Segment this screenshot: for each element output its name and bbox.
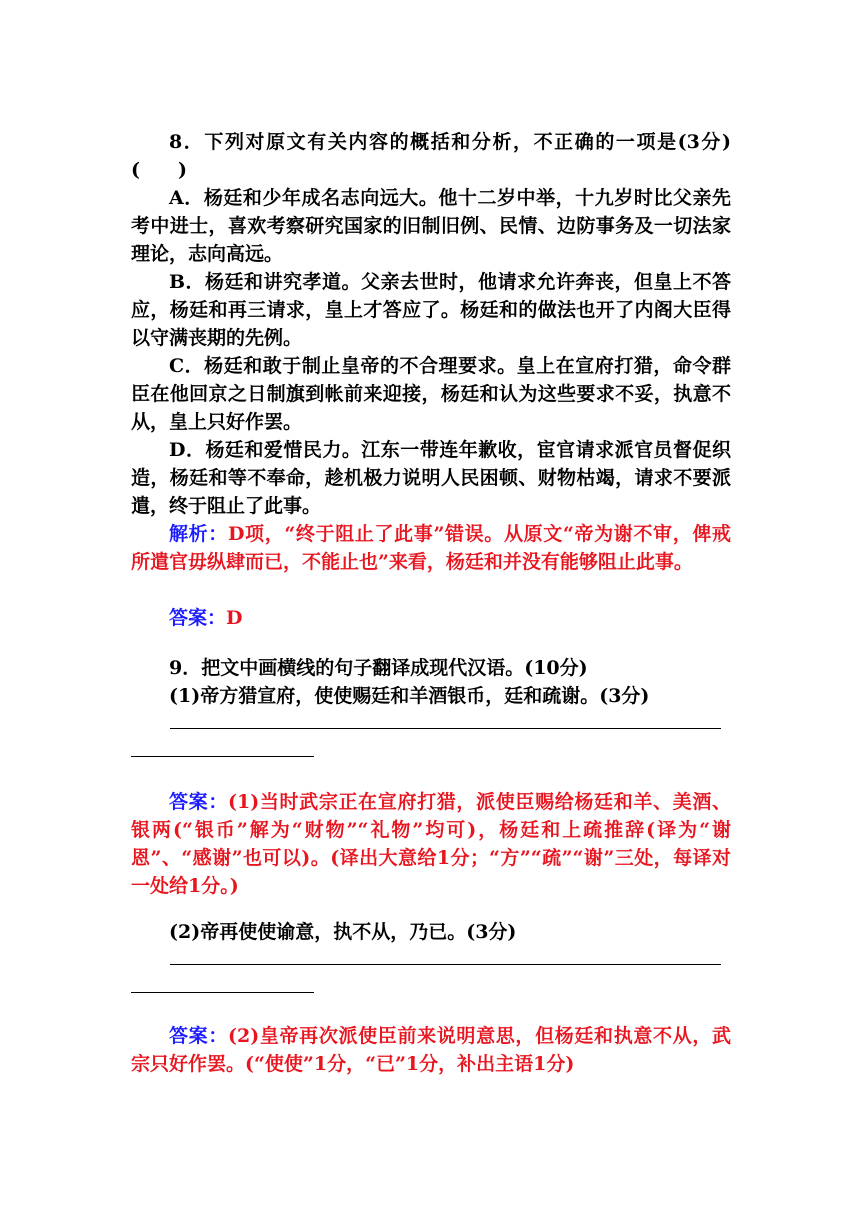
analysis-text: D项，“终于阻止了此事”错误。从原文“帝为谢不审，俾戒所遣官毋纵肆而已，不能止也”来看，杨廷和并没有能够阻止此事。 [131,523,731,573]
subquestion-1: (1)帝方猎宣府，使使赐廷和羊酒银币，廷和疏谢。(3分) [169,685,650,707]
answer-line-1b [131,756,314,757]
answer-9-2 [131,1022,731,1078]
answer-9-1-text: (1)当时武宗正在宣府打猎，派使臣赐给杨廷和羊、美酒、银两(“银币”解为“财物”“礼物”均可)，杨廷和上疏推辞(译为“谢恩”、“感谢”也可以)。(译出大意给1分；“方”“疏”“谢”三处，每译对一处给1分。) [131,791,731,897]
option-c: C．杨廷和敢于制止皇帝的不合理要求。皇上在宣府打猎，命令群臣在他回京之日制旗到帐前来迎接，杨廷和认为这些要求不妥，执意不从，皇上只好作罢。 [131,355,731,433]
option-a: A．杨廷和少年成名志向远大。他十二岁中举，十九岁时比父亲先考中进士，喜欢考察研究国家的旧制旧例、民情、边防事务及一切法家理论，志向高远。 [131,187,731,265]
answer-9-1 [131,788,731,900]
answer-8 [131,604,731,632]
option-d: D．杨廷和爱惜民力。江东一带连年歉收，宦官请求派官员督促织造，杨廷和等不奉命，趁机极力说明人民困顿、财物枯竭，请求不要派遣，终于阻止了此事。 [131,439,731,517]
answer-line-1 [170,728,721,729]
answer-9-1-label: 答案： [169,791,228,813]
analysis [131,520,731,576]
subquestion-2: (2)帝再使使谕意，执不从，乃已。(3分) [169,921,517,943]
answer-9-2-text: (2)皇帝再次派使臣前来说明意思，但杨廷和执意不从，武宗只好作罢。(“使使”1分，“已”1分，补出主语1分) [131,1025,731,1075]
answer-8-text: D [226,607,243,629]
option-b: B．杨廷和讲究孝道。父亲去世时，他请求允许奔丧，但皇上不答应，杨廷和再三请求，皇上才答应了。杨廷和的做法也开了内阁大臣得以守满丧期的先例。 [131,271,731,349]
question-8-stem: 8．下列对原文有关内容的概括和分析，不正确的一项是(3分)( ) [131,131,731,181]
answer-8-label: 答案： [169,607,227,629]
answer-9-2-label: 答案： [169,1025,228,1047]
answer-line-2 [170,964,721,965]
analysis-label: 解析： [169,523,228,545]
question-9-stem: 9．把文中画横线的句子翻译成现代汉语。(10分) [169,657,588,679]
answer-line-2b [131,992,314,993]
